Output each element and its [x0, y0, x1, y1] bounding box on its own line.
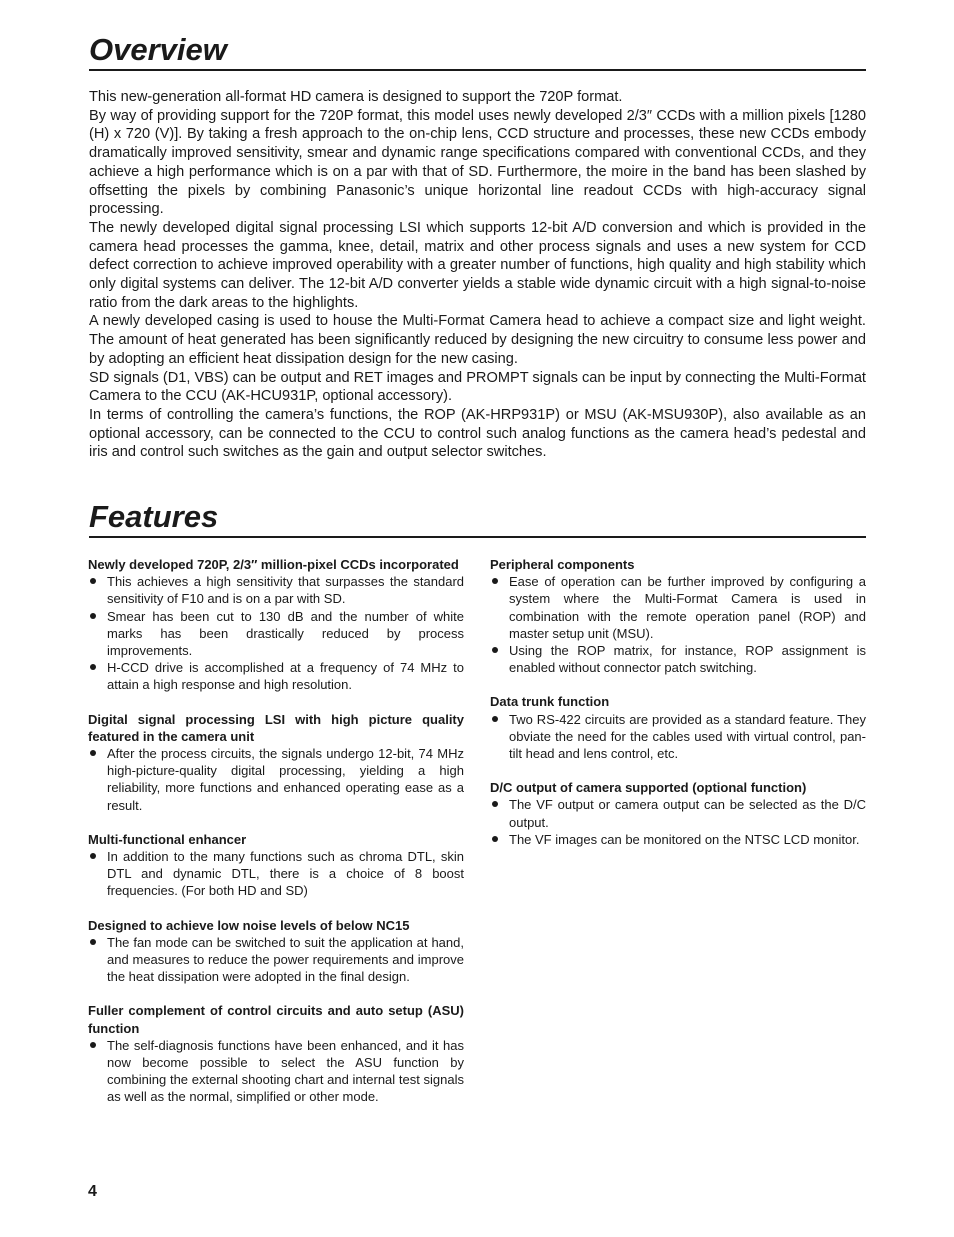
feature-bullet: In addition to the many functions such as chroma DTL, skin DTL and dynamic DTL, there is a choice of 8 boost frequencies. (For both HD and SD)	[88, 848, 464, 900]
feature-bullet: Two RS-422 circuits are provided as a standard feature. They obviate the need for the cables used with virtual control, pan-tilt head and lens control, etc.	[490, 711, 866, 763]
features-title: Features	[89, 500, 866, 538]
feature-bullet: Using the ROP matrix, for instance, ROP assignment is enabled without connector patch switching.	[490, 642, 866, 676]
feature-bullet: The VF images can be monitored on the NTSC LCD monitor.	[490, 831, 866, 848]
overview-paragraph: The newly developed digital signal processing LSI which supports 12-bit A/D conversion and which is provided in the camera head processes the gamma, knee, detail, matrix and other process signals and uses a new system for CCD defect correction to achieve improved operability with a greater number of functions, high quality and high stability which only digital systems can deliver. The 12-bit A/D converter yields a stable wide dynamic circuit with a high signal-to-noise ratio from the dark areas to the highlights.	[89, 219, 866, 311]
overview-paragraph: A newly developed casing is used to house the Multi-Format Camera head to achieve a compact size and light weight. The amount of heat generated has been significantly reduced by designing the new circuitry to consume less power and by adopting an efficient heat dissipation design for the new casing.	[89, 313, 866, 367]
feature-heading: D/C output of camera supported (optional function)	[490, 780, 807, 796]
feature-low-noise	[88, 917, 464, 986]
feature-asu	[88, 1002, 464, 1105]
feature-bullet-list	[88, 573, 464, 693]
overview-paragraph: By way of providing support for the 720P format, this model uses newly developed 2/3″ CCDs with a million pixels [1280 (H) x 720 (V)]. By taking a fresh approach to the on-chip lens, CCD structure and processes, these new CCDs embody dramatically improved sensitivity, smear and dynamic range specifications compared with conventional CCDs, and they achieve a high performance which is on a par with that of SD. Furthermore, the moire in the band has been slashed by offsetting the pixels by combining Panasonic’s unique horizontal line readout CCDs with high-accuracy signal processing.	[89, 107, 866, 218]
feature-bullet: H-CCD drive is accomplished at a frequency of 74 MHz to attain a high response and high resolution.	[88, 659, 464, 693]
feature-bullet: The VF output or camera output can be selected as the D/C output.	[490, 796, 866, 830]
feature-bullet-list	[490, 711, 866, 763]
page-number: 4	[88, 1183, 97, 1200]
feature-bullet-list	[88, 745, 464, 814]
features-right-column	[490, 556, 866, 865]
overview-text	[89, 88, 866, 462]
feature-bullet: After the process circuits, the signals undergo 12-bit, 74 MHz high-picture-quality digital processing, yielding a high reliability, more functions and enhanced operating ease as a result.	[88, 745, 464, 814]
feature-heading: Newly developed 720P, 2/3″ million-pixel CCDs incorporated	[88, 557, 459, 572]
feature-bullet-list	[490, 796, 866, 848]
feature-bullet-list	[88, 1037, 464, 1106]
feature-heading: Data trunk function	[490, 694, 610, 710]
feature-heading: Multi-functional enhancer	[88, 831, 247, 847]
feature-peripheral	[490, 556, 866, 676]
features-left-column	[88, 556, 464, 1123]
feature-bullet: Smear has been cut to 130 dB and the number of white marks has been drastically reduced by process improvements.	[88, 608, 464, 660]
overview-paragraph: This new-generation all-format HD camera is designed to support the 720P format.	[89, 89, 623, 105]
feature-heading: Digital signal processing LSI with high picture quality featured in the camera unit	[88, 711, 464, 744]
feature-bullet-list	[490, 573, 866, 676]
overview-paragraph: In terms of controlling the camera’s functions, the ROP (AK-HRP931P) or MSU (AK-MSU930P), also available as an optional accessory, can be connected to the CCU to control such analog functions as the camera head’s pedestal and iris and control such switches as the gain and output selector switches.	[89, 406, 866, 461]
feature-enhancer	[88, 831, 464, 900]
feature-data-trunk	[490, 693, 866, 762]
feature-bullet-list	[88, 848, 464, 900]
feature-ccds	[88, 556, 464, 694]
overview-paragraph: SD signals (D1, VBS) can be output and RET images and PROMPT signals can be input by connecting the Multi-Format Camera to the CCU (AK-HCU931P, optional accessory).	[89, 369, 866, 405]
feature-bullet: The fan mode can be switched to suit the application at hand, and measures to reduce the power requirements and improve the heat dissipation were adopted in the final design.	[88, 934, 464, 986]
overview-title: Overview	[89, 33, 866, 71]
feature-heading: Designed to achieve low noise levels of below NC15	[88, 917, 410, 933]
feature-bullet: The self-diagnosis functions have been enhanced, and it has now become possible to select the ASU function by combining the external shooting chart and internal test signals as well as the normal, simplified or other mode.	[88, 1037, 464, 1106]
feature-bullet: This achieves a high sensitivity that surpasses the standard sensitivity of F10 and is on a par with SD.	[88, 573, 464, 607]
feature-bullet: Ease of operation can be further improved by configuring a system where the Multi-Format Camera is used in combination with the remote operation panel (ROP) and master setup unit (MSU).	[490, 573, 866, 642]
feature-dc-output	[490, 779, 866, 848]
feature-heading: Fuller complement of control circuits and auto setup (ASU) function	[88, 1003, 464, 1036]
feature-bullet-list	[88, 934, 464, 986]
feature-dsp-lsi	[88, 711, 464, 814]
feature-heading: Peripheral components	[490, 557, 635, 572]
